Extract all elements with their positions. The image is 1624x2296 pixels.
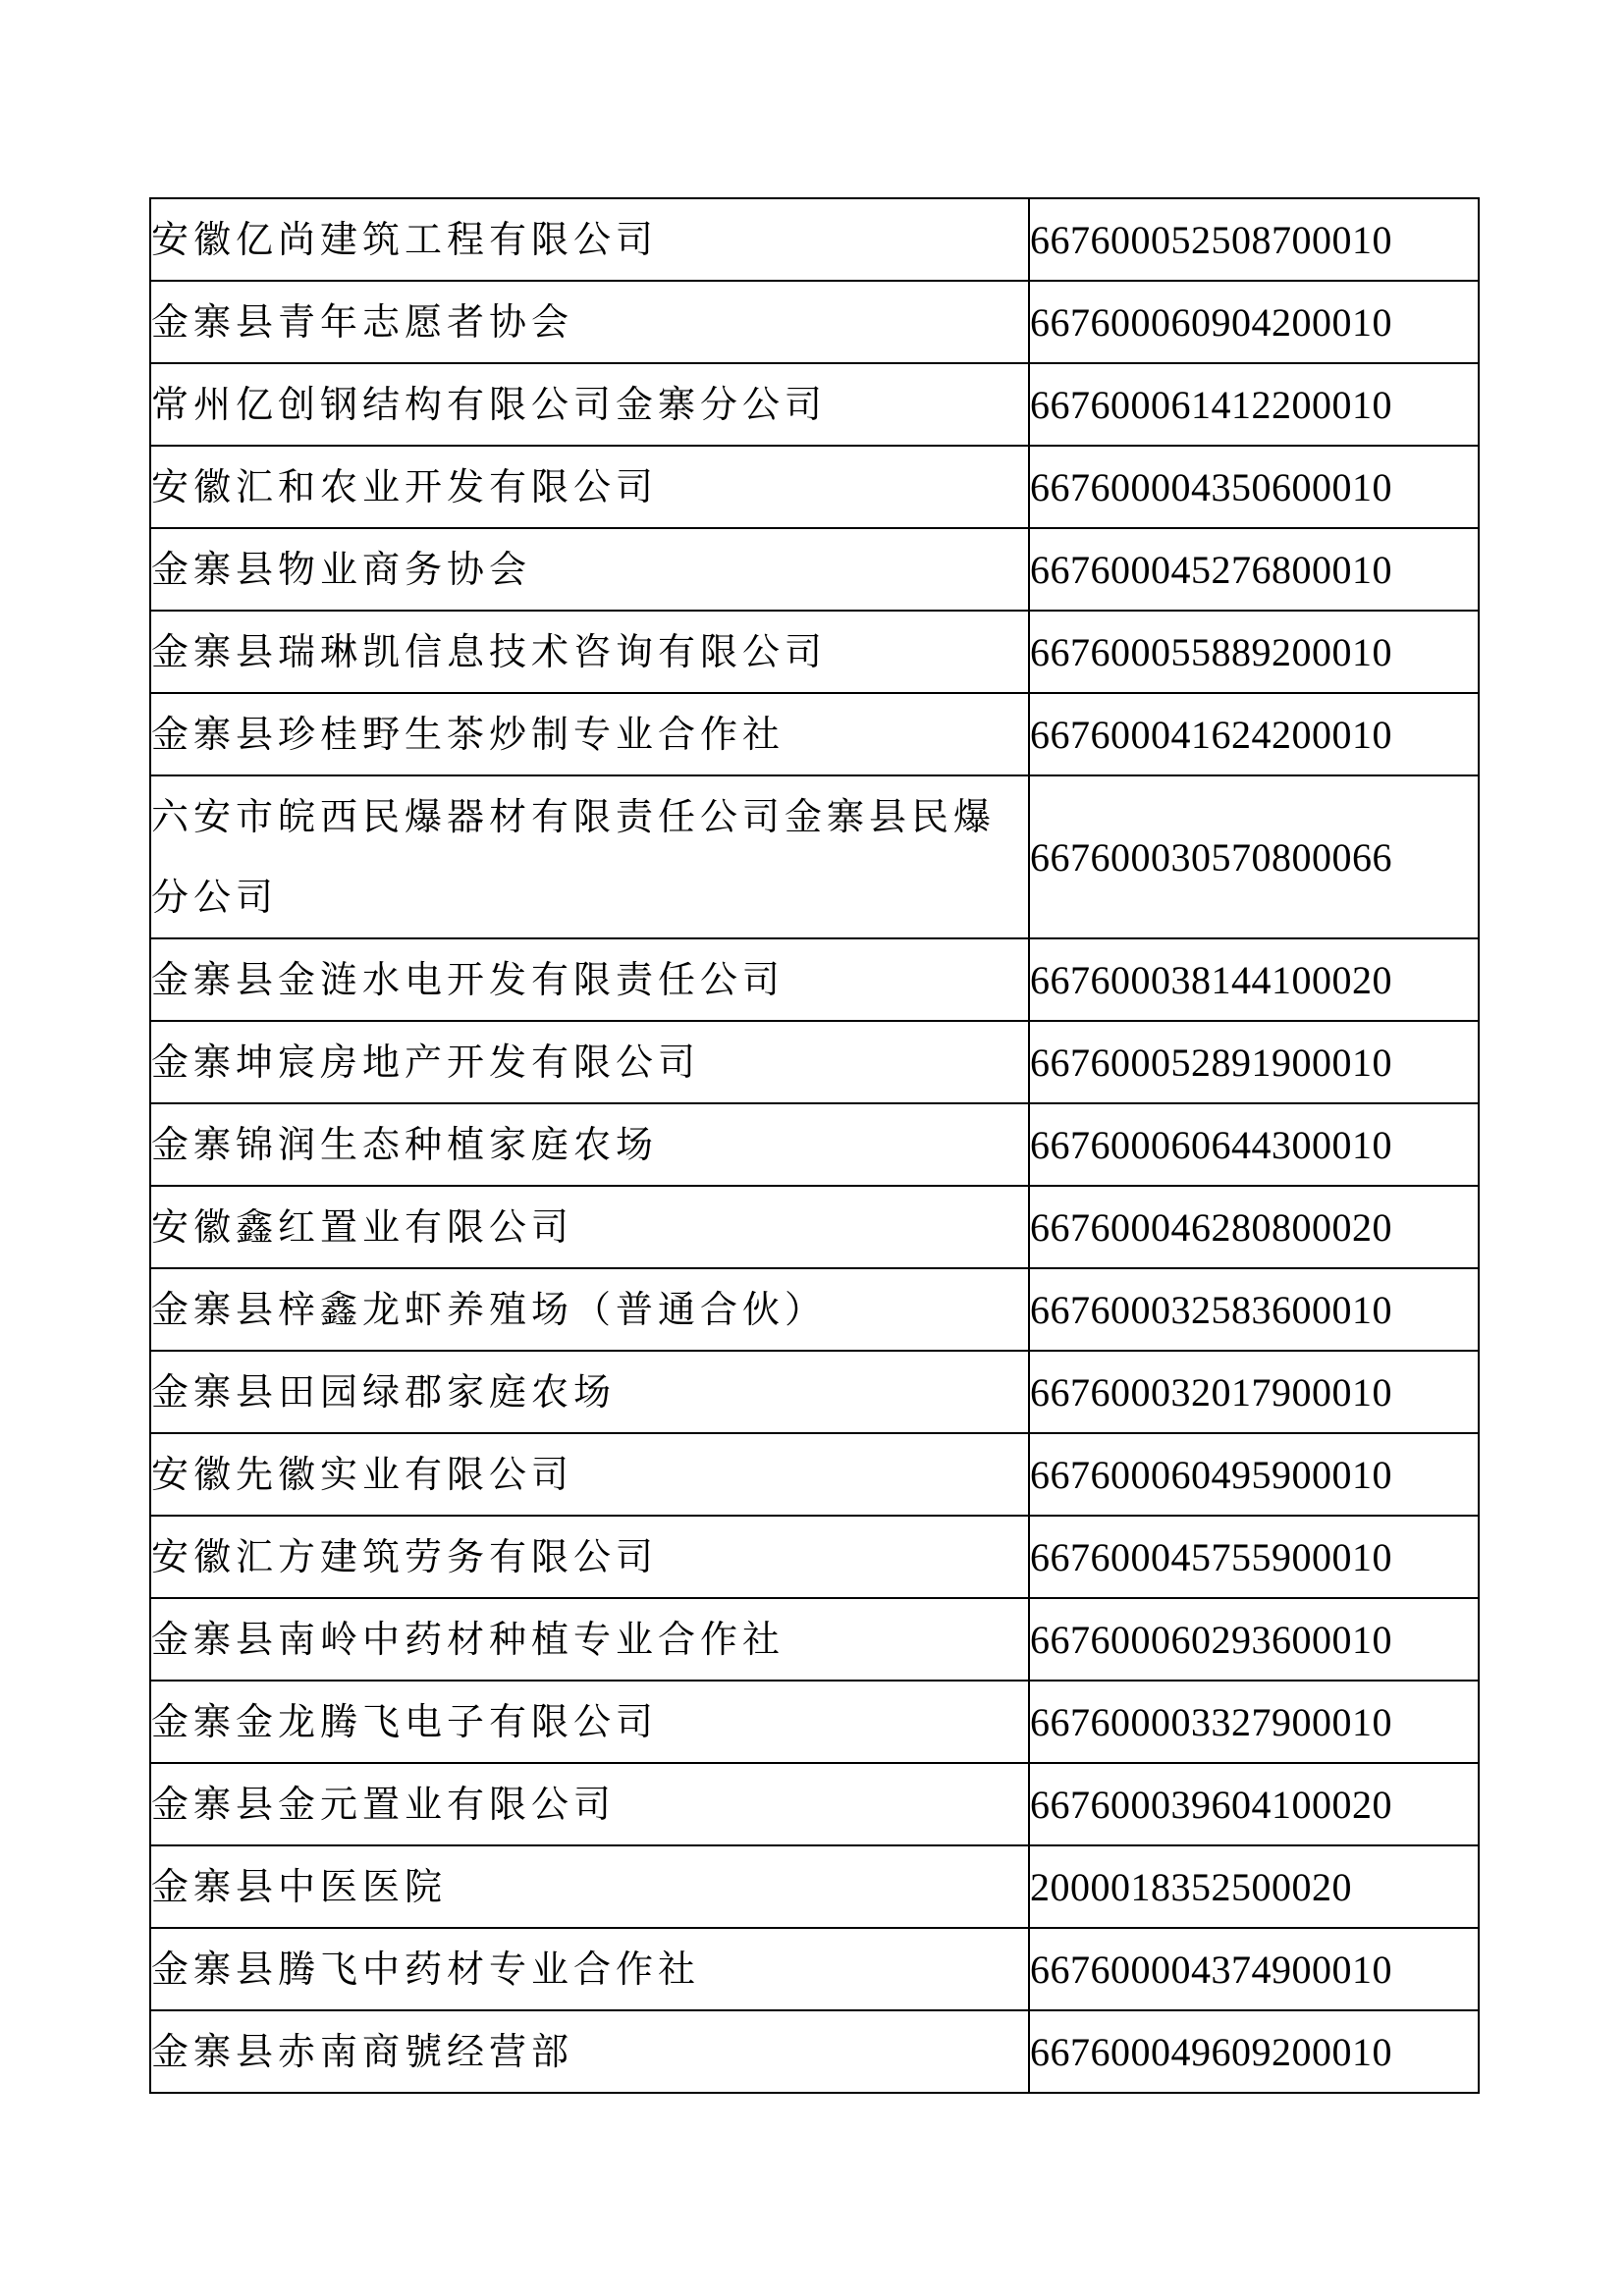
- table-row: [150, 1516, 1479, 1598]
- organization-code-cell: 667600060293600010: [1029, 1598, 1479, 1681]
- organization-name-cell: 金寨县南岭中药材种植专业合作社: [150, 1598, 1029, 1681]
- organization-code-cell: 667600060904200010: [1029, 281, 1479, 363]
- table-row: [150, 1763, 1479, 1845]
- table-row: [150, 198, 1479, 281]
- table-row: [150, 1845, 1479, 1928]
- organization-name-cell: 金寨县珍桂野生茶炒制专业合作社: [150, 693, 1029, 775]
- organization-name-cell: 金寨县赤南商號经营部: [150, 2010, 1029, 2093]
- organization-code-cell: 667600061412200010: [1029, 363, 1479, 446]
- table-row: [150, 1351, 1479, 1433]
- organization-name-cell: 安徽汇方建筑劳务有限公司: [150, 1516, 1029, 1598]
- organization-code-cell: 667600032583600010: [1029, 1268, 1479, 1351]
- organization-code-cell: 667600060644300010: [1029, 1103, 1479, 1186]
- organization-name-cell: 安徽先徽实业有限公司: [150, 1433, 1029, 1516]
- organization-code-cell: 667600055889200010: [1029, 611, 1479, 693]
- organization-name-cell: 安徽汇和农业开发有限公司: [150, 446, 1029, 528]
- organization-code-cell: 667600003327900010: [1029, 1681, 1479, 1763]
- organization-name-cell: 六安市皖西民爆器材有限责任公司金寨县民爆分公司: [150, 775, 1029, 938]
- organization-code-cell: 667600041624200010: [1029, 693, 1479, 775]
- organization-name-cell: 金寨金龙腾飞电子有限公司: [150, 1681, 1029, 1763]
- organization-name-cell: 金寨县腾飞中药材专业合作社: [150, 1928, 1029, 2010]
- organization-name-cell: 金寨锦润生态种植家庭农场: [150, 1103, 1029, 1186]
- table-row: [150, 693, 1479, 775]
- organization-name-cell: 常州亿创钢结构有限公司金寨分公司: [150, 363, 1029, 446]
- organization-code-cell: 667600039604100020: [1029, 1763, 1479, 1845]
- organization-code-table: [149, 197, 1480, 2094]
- table-row: [150, 1103, 1479, 1186]
- table-row: [150, 446, 1479, 528]
- organization-name-cell: 金寨县青年志愿者协会: [150, 281, 1029, 363]
- organization-name-cell: 金寨县金涟水电开发有限责任公司: [150, 938, 1029, 1021]
- organization-name-cell: 安徽亿尚建筑工程有限公司: [150, 198, 1029, 281]
- organization-name-cell: 金寨县物业商务协会: [150, 528, 1029, 611]
- table-row: [150, 1433, 1479, 1516]
- table-row: [150, 1186, 1479, 1268]
- organization-code-cell: 667600004374900010: [1029, 1928, 1479, 2010]
- organization-name-cell: 金寨县金元置业有限公司: [150, 1763, 1029, 1845]
- organization-name-cell: 金寨县梓鑫龙虾养殖场（普通合伙）: [150, 1268, 1029, 1351]
- table-row: [150, 1268, 1479, 1351]
- table-body: [150, 198, 1479, 2093]
- organization-code-cell: 667600046280800020: [1029, 1186, 1479, 1268]
- table-row: [150, 1928, 1479, 2010]
- organization-code-cell: 667600030570800066: [1029, 775, 1479, 938]
- organization-name-cell: 金寨县瑞琳凯信息技术咨询有限公司: [150, 611, 1029, 693]
- table-row: [150, 938, 1479, 1021]
- table-row: [150, 1598, 1479, 1681]
- organization-name-cell: 金寨坤宸房地产开发有限公司: [150, 1021, 1029, 1103]
- organization-code-cell: 667600032017900010: [1029, 1351, 1479, 1433]
- organization-name-cell: 金寨县田园绿郡家庭农场: [150, 1351, 1029, 1433]
- organization-code-cell: 667600038144100020: [1029, 938, 1479, 1021]
- organization-code-cell: 667600060495900010: [1029, 1433, 1479, 1516]
- table-row: [150, 363, 1479, 446]
- table-row: [150, 1021, 1479, 1103]
- organization-name-cell: 金寨县中医医院: [150, 1845, 1029, 1928]
- table-row: [150, 2010, 1479, 2093]
- table-row: [150, 528, 1479, 611]
- organization-code-cell: 667600045276800010: [1029, 528, 1479, 611]
- organization-code-cell: 667600004350600010: [1029, 446, 1479, 528]
- organization-code-cell: 2000018352500020: [1029, 1845, 1479, 1928]
- table-row: [150, 281, 1479, 363]
- table-row: [150, 775, 1479, 938]
- organization-name-cell: 安徽鑫红置业有限公司: [150, 1186, 1029, 1268]
- organization-code-cell: 667600052891900010: [1029, 1021, 1479, 1103]
- organization-code-cell: 667600045755900010: [1029, 1516, 1479, 1598]
- organization-code-cell: 667600049609200010: [1029, 2010, 1479, 2093]
- table-row: [150, 611, 1479, 693]
- organization-code-cell: 667600052508700010: [1029, 198, 1479, 281]
- table-row: [150, 1681, 1479, 1763]
